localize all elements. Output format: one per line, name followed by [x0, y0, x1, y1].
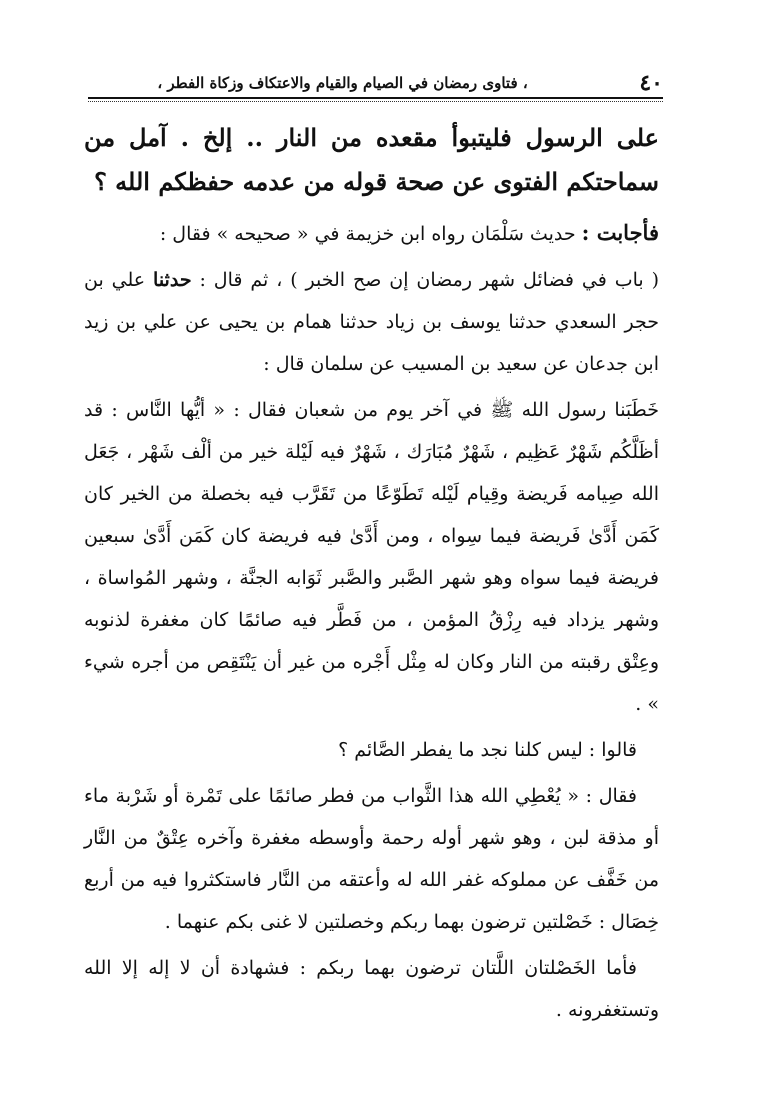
answer-lead: فأجابت : [581, 220, 659, 245]
header-rule [88, 97, 663, 99]
page-number: ٤٠ [639, 70, 663, 96]
hadith-paragraph: خَطَبَنا رسول الله ﷺ في آخر يوم من شعبان فقال : « أيُّها النَّاس : قد أظَلَّكُم شَهْرٌ عَظِيم ، شَهْرٌ مُبَارَك ، شَهْرٌ فيه لَيْلة خير من ألْف شَهْر ، جَعَل الله صِيامه فَريضة وقِيام لَيْله تَطَوّعًا من تَقَرَّب فيه بخصلة من الخير كان كَمَن أَدَّىٰ فَريضة فيما سِواه ، ومن أَدَّىٰ فيه فريضة كان كَمَن أَدَّىٰ سبعين فريضة فيما سواه وهو شهر الصَّبر والصَّبر ثَوَابه الجنَّة ، وشهر المُواساة ، وشهر يزداد فيه رِزْقُ المؤمن ، من فَطَّر فيه صائمًا كان مغفرة لذنوبه وعِتْق رقبته من النار وكان له مِثْل أَجْره من غير أن يَنْتَقِص من أجره شيء » . [84, 399, 659, 715]
answer-intro-text: حديث سَلْمَان رواه ابن خزيمة في « صحيحه » فقال : [159, 223, 582, 245]
page-header [88, 70, 663, 96]
answer-intro [84, 212, 659, 255]
isnad-part1: ( باب في فضائل شهر رمضان إن صح الخبر ) ، ثم قال : [191, 269, 660, 291]
reply-paragraph: قالوا : ليس كلنا نجد ما يفطر الصَّائم ؟ [338, 739, 637, 761]
isnad-part2: علي بن حجر السعدي حدثنا يوسف بن زياد حدثنا همام بن يحيى عن علي بن زيد ابن جدعان عن سعيد بن المسيب عن سلمان قال : [84, 269, 659, 375]
isnad-keyword: حدثنا [153, 269, 192, 291]
header-rule-dotted [88, 101, 663, 102]
page-body [84, 116, 659, 1035]
final-paragraph: فأما الخَصْلتان اللَّتان ترضون بهما ربكم : فشهادة أن لا إله إلا الله وتستغفرونه . [84, 957, 659, 1021]
question-text: على الرسول فليتبوأ مقعده من النار .. إلخ . آمل من سماحتكم الفتوى عن صحة قوله من عدمه حفظكم الله ؟ [84, 123, 659, 196]
answer2-paragraph: فقال : « يُعْطِي الله هذا الثَّواب من فطر صائمًا على تَمْرة أو شَرْبة ماء أو مذقة لبن ، وهو شهر أوله رحمة وأوسطه مغفرة وآخره عِتْقٌ من النَّار من خَفَّف عن مملوكه غفر الله له وأعتقه من النَّار فاستكثروا فيه من أربع خِصَال : خَصْلتين ترضون بهما ربكم وخصلتين لا غنى بكم عنهما . [84, 785, 659, 933]
isnad-paragraph [84, 259, 659, 385]
running-title: ، فتاوى رمضان في الصيام والقيام والاعتكاف وزكاة الفطر ، [157, 74, 528, 92]
